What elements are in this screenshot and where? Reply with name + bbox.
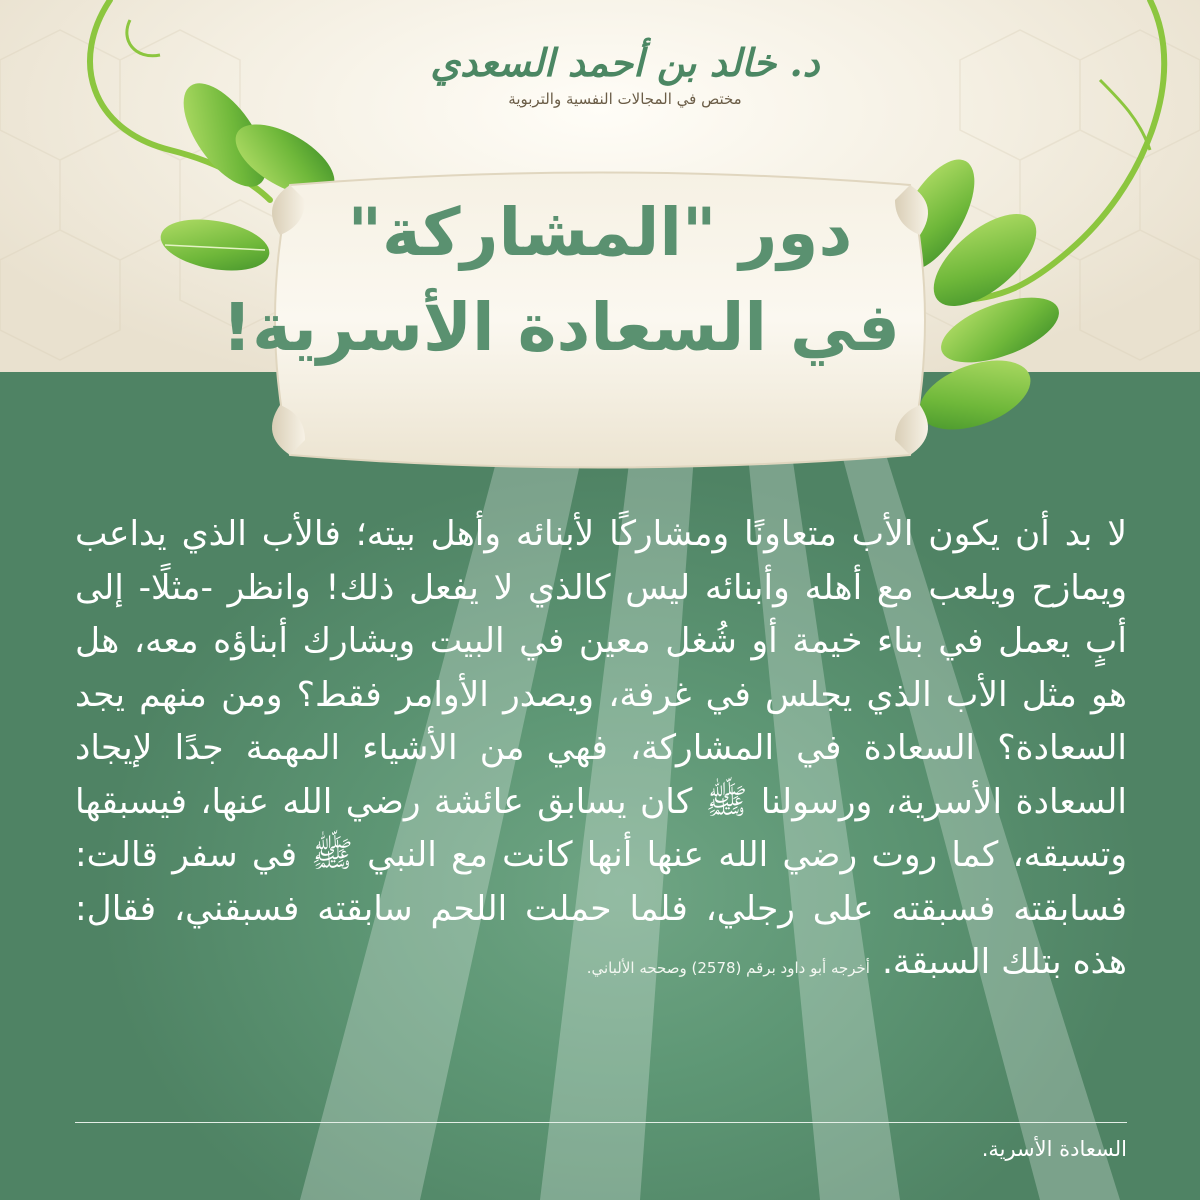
author-logo (430, 38, 820, 123)
footer-topic-tag: السعادة الأسرية. (981, 1137, 1127, 1161)
body-text-content: لا بد أن يكون الأب متعاونًا ومشاركًا لأبنائه وأهل بيته؛ فالأب الذي يداعب ويمازح ويلعب مع أهله وأبنائه ليس كالذي لا يفعل ذلك! وانظر -مثلًا- إلى أبٍ يعمل في بناء خيمة أو شُغل معين في البيت ويشارك أبناؤه معه، هل هو مثل الأب الذي يجلس في غرفة، ويصدر الأوامر فقط؟ ومن منهم يجد السعادة؟ السعادة في المشاركة، فهي من الأشياء المهمة جدًا لإيجاد السعادة الأسرية، ورسولنا ﷺ كان يسابق عائشة رضي الله عنها، فيسبقها وتسبقه، كما روت رضي الله عنها أنها كانت مع النبي ﷺ في سفر قالت: فسابقته فسبقته على رجلي، فلما حملت اللحم سابقته فسبقني، فقال: هذه بتلك السبقة. (75, 514, 1127, 982)
title-line-2: في السعادة الأسرية! (221, 289, 900, 366)
footer-divider (75, 1122, 1127, 1123)
body-paragraph (75, 508, 1127, 996)
author-name: د. خالد بن أحمد السعدي (430, 40, 820, 85)
source-reference-note: أخرجه أبو داود برقم (2578) وصححه الألباني. (586, 959, 870, 977)
post-title (221, 185, 900, 375)
title-line-1: دور "المشاركة" (347, 194, 853, 271)
author-subtitle: مختص في المجالات النفسية والتربوية (508, 90, 742, 108)
